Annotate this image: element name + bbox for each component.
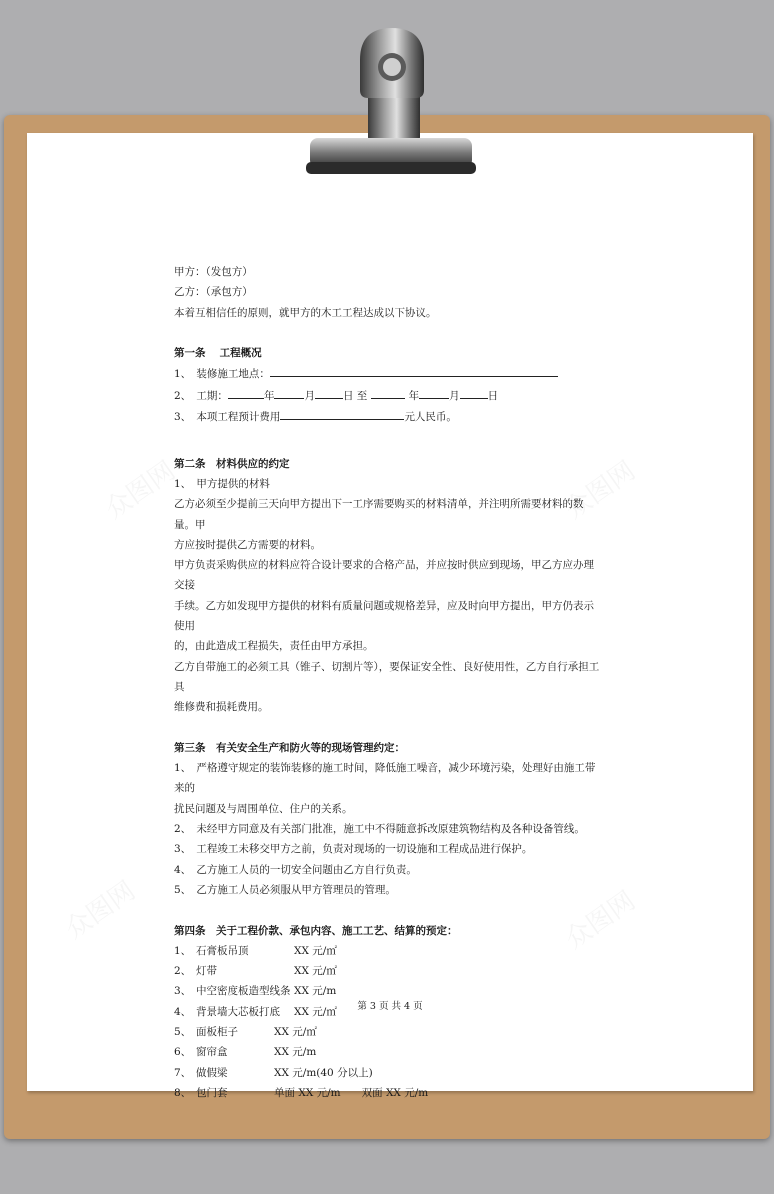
price-item: 4、 背景墙大芯板打底 XX 元/㎡ (174, 1005, 337, 1018)
section-3-line: 4、 乙方施工人员的一切安全问题由乙方自行负责。 (174, 863, 417, 876)
section-1-item-3: 3、 本项工程预计费用 元人民币。 (174, 406, 604, 427)
section-2-line: 1、 甲方提供的材料 (174, 477, 270, 490)
watermark: 众图网 (99, 455, 181, 526)
section-3-line: 1、 严格遵守规定的装饰装修的施工时间，降低施工噪音，减少环境污染，处理好由施工带来的 (174, 762, 596, 795)
year-blank (371, 385, 405, 399)
price-item: 6、 窗帘盒 XX 元/m (174, 1046, 317, 1059)
price-item: 2、 灯带 XX 元/㎡ (174, 965, 337, 978)
section-3-line: 扰民问题及与周围单位、住户的关系。 (174, 802, 353, 815)
page-number: 第 3 页 共 4 页 (357, 1001, 423, 1012)
cost-blank (280, 406, 404, 420)
party-b: 乙方：（承包方） (174, 286, 253, 299)
section-3-heading: 第三条 有关安全生产和防火等的现场管理约定： (174, 741, 405, 754)
month-blank (274, 385, 304, 399)
watermark: 众图网 (559, 885, 641, 956)
watermark: 众图网 (559, 455, 641, 526)
section-1-item-1: 1、 装修施工地点： (174, 363, 604, 384)
year-blank (228, 385, 264, 399)
price-item: 3、 中空密度板造型线条 XX 元/m (174, 985, 337, 998)
section-2-line: 维修费和损耗费用。 (174, 701, 269, 714)
price-item: 7、 做假梁 XX 元/m(40 分以上) (174, 1066, 373, 1079)
section-2-line: 甲方负责采购供应的材料应符合设计要求的合格产品，并应按时供应到现场，甲乙方应办理交接 (174, 559, 594, 592)
day-blank (460, 385, 488, 399)
price-item: 5、 面板柜子 XX 元/㎡ (174, 1025, 317, 1038)
section-4-heading: 第四条 关于工程价款、承包内容、施工工艺、结算的预定： (174, 924, 458, 937)
intro: 本着互相信任的原则，就甲方的木工工程达成以下协议。 (174, 306, 437, 319)
binder-clip-icon (300, 20, 480, 180)
section-1-item-2: 2、 工期： 年 月 日 至 年 月 日 (174, 385, 604, 406)
day-blank (315, 385, 343, 399)
section-1-heading: 第一条 工程概况 (174, 347, 262, 360)
price-item: 8、 包门套 单面 XX 元/m 双面 XX 元/m (174, 1086, 429, 1099)
section-3-line: 3、 工程竣工未移交甲方之前，负责对现场的一切设施和工程成品进行保护。 (174, 843, 533, 856)
price-item: 1、 石膏板吊顶 XX 元/㎡ (174, 944, 337, 957)
agreement-text (174, 262, 604, 1103)
month-blank (419, 385, 449, 399)
section-2-line: 的，由此造成工程损失，责任由甲方承担。 (174, 640, 374, 653)
address-blank (270, 363, 558, 377)
section-3-line: 5、 乙方施工人员必须服从甲方管理员的管理。 (174, 883, 396, 896)
section-2-heading: 第二条 材料供应的约定 (174, 457, 290, 470)
section-2-line: 手续。乙方如发现甲方提供的材料有质量问题或规格差异，应及时向甲方提出，甲方仍表示使用 (174, 599, 594, 633)
section-3-line: 2、 未经甲方同意及有关部门批准，施工中不得随意拆改原建筑物结构及各种设备管线。 (174, 823, 585, 836)
section-2-line: 方应按时提供乙方需要的材料。 (174, 538, 321, 551)
party-a: 甲方：（发包方） (174, 266, 253, 278)
watermark: 众图网 (59, 875, 141, 946)
section-2-line: 乙方必须至少提前三天向甲方提出下一工序需要购买的材料清单，并注明所需要材料的数量。甲 (174, 498, 584, 531)
section-2-line: 乙方自带施工的必须工具（锥子、切割片等），要保证安全性、良好使用性，乙方自行承担工具 (174, 660, 600, 693)
